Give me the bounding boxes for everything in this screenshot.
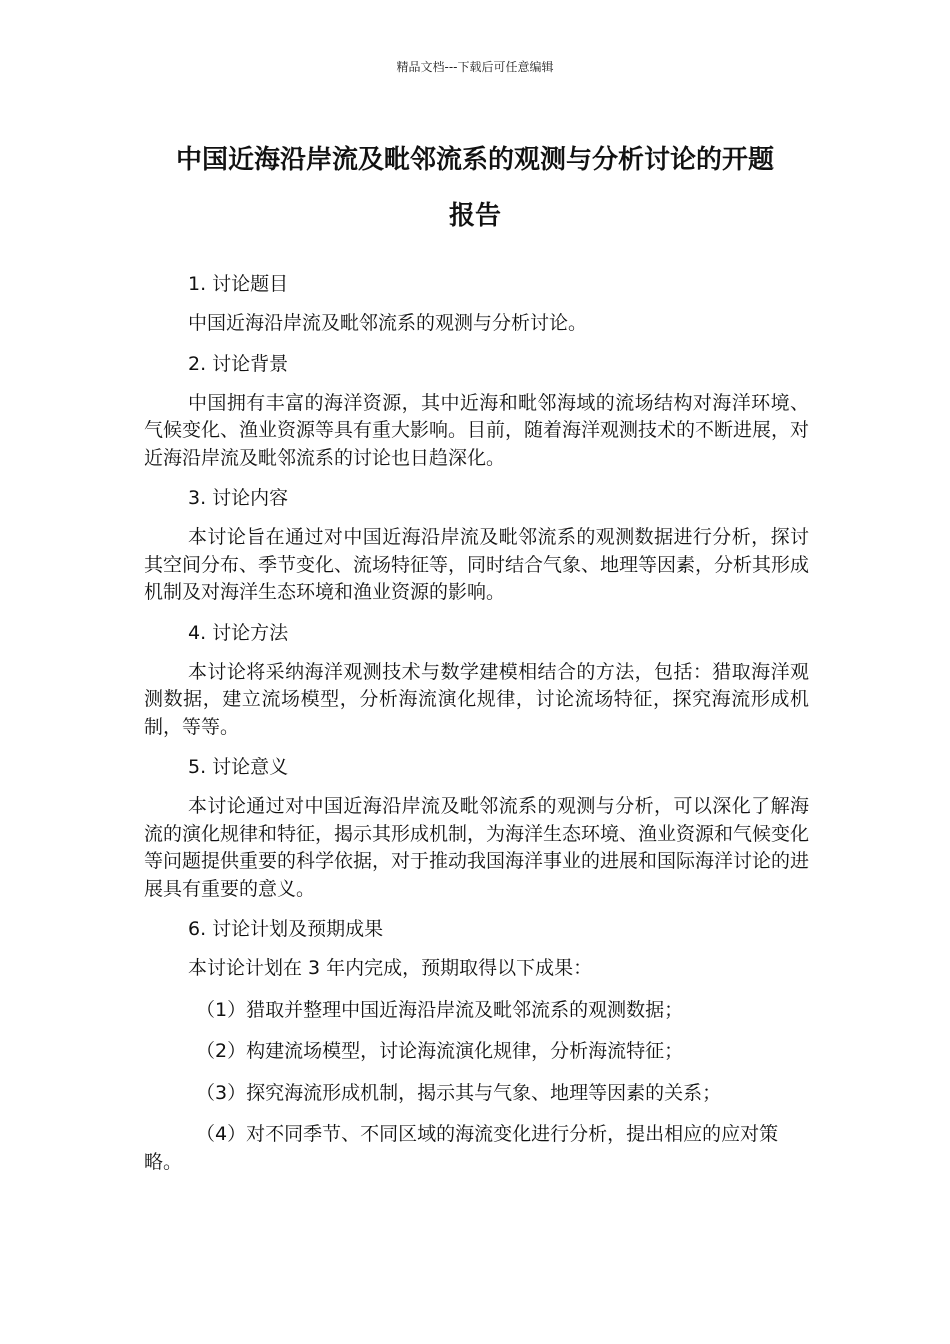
header-note: 精品文档---下载后可任意编辑 xyxy=(396,60,554,74)
section-paragraph: 中国近海沿岸流及毗邻流系的观测与分析讨论。 xyxy=(188,312,588,334)
section-heading: 6. 讨论计划及预期成果 xyxy=(188,918,384,940)
section-heading: 4. 讨论方法 xyxy=(188,621,289,644)
outcome-item: （4）对不同季节、不同区域的海流变化进行分析，提出相应的应对策略。 xyxy=(144,1123,779,1173)
section-paragraph: 本讨论通过对中国近海沿岸流及毗邻流系的观测与分析，可以深化了解海流的演化规律和特征，揭示其形成机制，为海洋生态环境、渔业资源和气候变化等问题提供重要的科学依据，对于推动我国海洋事业的进展和国际海洋讨论的进展具有重要的意义。 xyxy=(144,795,810,900)
section-heading: 2. 讨论背景 xyxy=(188,352,289,375)
title-line-1: 中国近海沿岸流及毗邻流系的观测与分析讨论的开题 xyxy=(175,145,774,175)
section-heading: 1. 讨论题目 xyxy=(188,273,289,295)
outcome-item: （2）构建流场模型，讨论海流演化规律，分析海流特征； xyxy=(196,1040,684,1062)
document-title xyxy=(140,132,810,244)
section-paragraph: 本讨论计划在 3 年内完成，预期取得以下成果： xyxy=(188,957,593,979)
section-paragraph: 本讨论将采纳海洋观测技术与数学建模相结合的方法，包括：猎取海洋观测数据，建立流场模型，分析海流演化规律，讨论流场特征，探究海流形成机制，等等。 xyxy=(144,660,809,738)
document-body xyxy=(144,268,809,1176)
section-heading: 5. 讨论意义 xyxy=(188,756,289,778)
section-paragraph: 中国拥有丰富的海洋资源，其中近海和毗邻海域的流场结构对海洋环境、气候变化、渔业资源等具有重大影响。目前，随着海洋观测技术的不断进展，对近海沿岸流及毗邻流系的讨论也日趋深化。 xyxy=(144,391,810,469)
title-line-2: 报告 xyxy=(448,201,501,231)
outcome-item: （3）探究海流形成机制，揭示其与气象、地理等因素的关系； xyxy=(196,1081,722,1104)
outcome-item: （1）猎取并整理中国近海沿岸流及毗邻流系的观测数据； xyxy=(196,998,684,1021)
section-heading: 3. 讨论内容 xyxy=(188,487,289,509)
section-paragraph: 本讨论旨在通过对中国近海沿岸流及毗邻流系的观测数据进行分析，探讨其空间分布、季节变化、流场特征等，同时结合气象、地理等因素，分析其形成机制及对海洋生态环境和渔业资源的影响。 xyxy=(144,526,810,603)
